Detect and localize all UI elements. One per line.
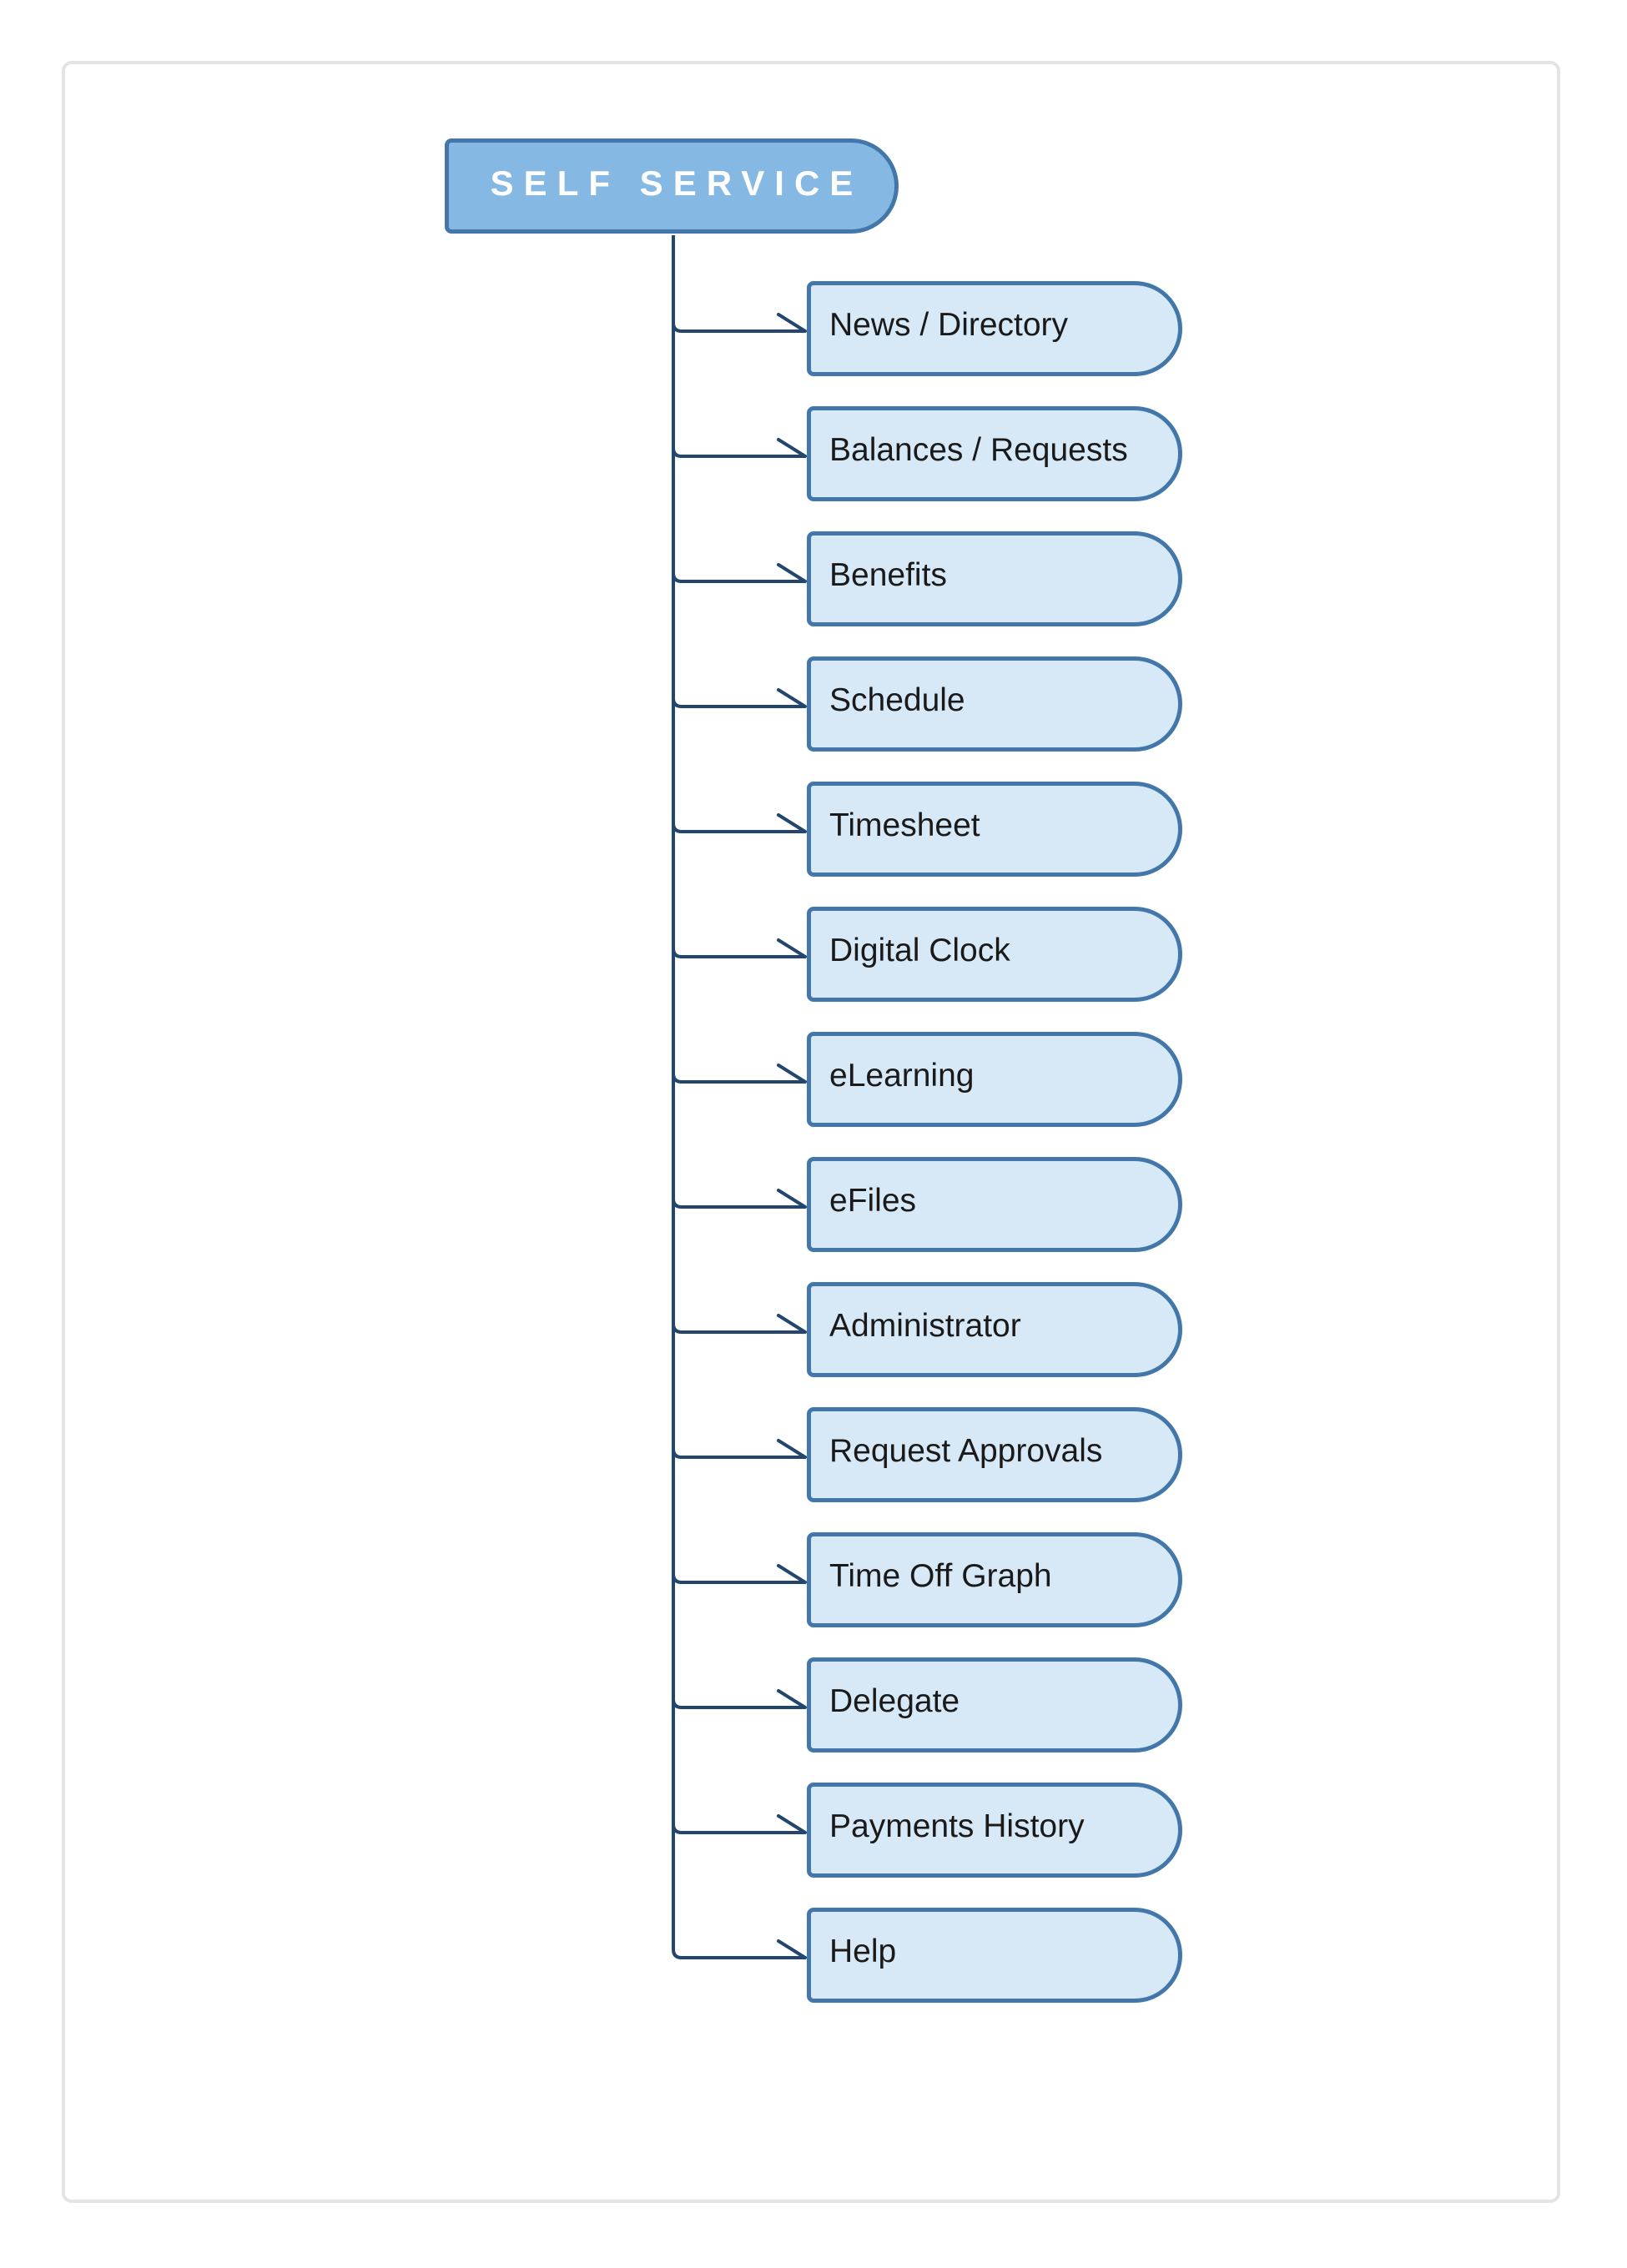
node-label: Request Approvals bbox=[829, 1433, 1103, 1469]
diagram-frame bbox=[62, 61, 1560, 2203]
node-label: eLearning bbox=[829, 1058, 975, 1094]
node-elearning[interactable] bbox=[807, 1032, 1182, 1127]
node-digital-clock[interactable] bbox=[807, 907, 1182, 1002]
node-timesheet[interactable] bbox=[807, 782, 1182, 877]
node-label: Balances / Requests bbox=[829, 432, 1128, 468]
node-label: Timesheet bbox=[829, 807, 980, 843]
node-label: Schedule bbox=[829, 682, 965, 718]
node-schedule[interactable] bbox=[807, 656, 1182, 752]
node-label: Time Off Graph bbox=[829, 1558, 1052, 1594]
node-label: eFiles bbox=[829, 1183, 917, 1219]
node-request-approvals[interactable] bbox=[807, 1407, 1182, 1502]
node-administrator[interactable] bbox=[807, 1282, 1182, 1377]
node-label: Payments History bbox=[829, 1808, 1085, 1844]
root-node-label: SELF SERVICE bbox=[490, 163, 864, 203]
node-news-directory[interactable] bbox=[807, 281, 1182, 376]
node-label: Delegate bbox=[829, 1683, 960, 1719]
node-label: Digital Clock bbox=[829, 933, 1010, 968]
node-balances-requests[interactable] bbox=[807, 406, 1182, 501]
node-label: News / Directory bbox=[829, 307, 1069, 343]
node-help[interactable] bbox=[807, 1908, 1182, 2003]
node-time-off-graph[interactable] bbox=[807, 1532, 1182, 1627]
node-label: Administrator bbox=[829, 1308, 1021, 1344]
node-label: Benefits bbox=[829, 557, 947, 593]
node-label: Help bbox=[829, 1934, 897, 1969]
node-delegate[interactable] bbox=[807, 1657, 1182, 1753]
node-efiles[interactable] bbox=[807, 1157, 1182, 1252]
node-payments-history[interactable] bbox=[807, 1783, 1182, 1878]
node-benefits[interactable] bbox=[807, 531, 1182, 626]
root-node-self-service[interactable] bbox=[445, 138, 899, 234]
